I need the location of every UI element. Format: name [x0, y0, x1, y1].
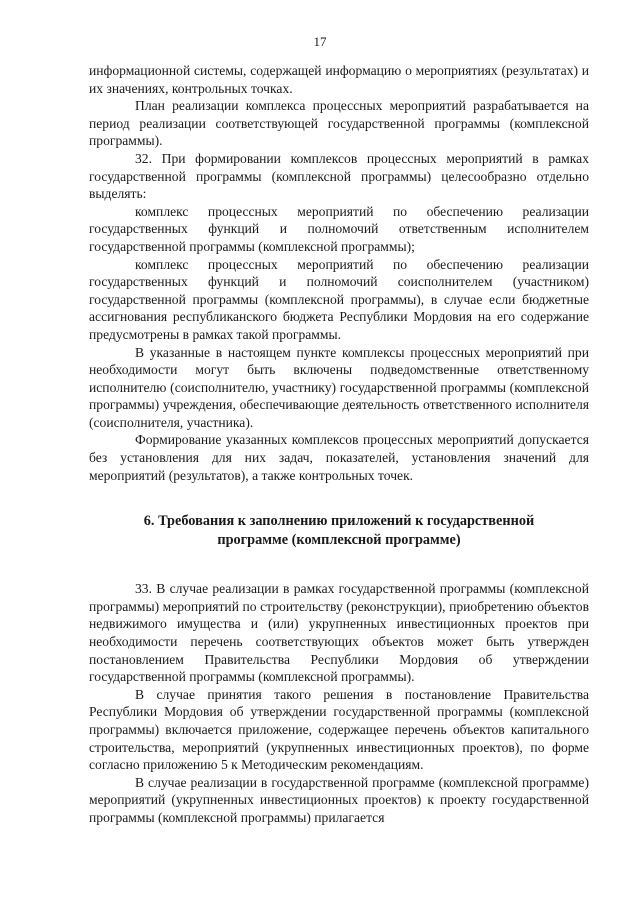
list-item: комплекс процессных мероприятий по обеспечению реализации государственных функций и полномочий ответственным исполнителем государственной программы (комплексной программы); [89, 203, 589, 254]
paragraph: 32. При формировании комплексов процессных мероприятий в рамках государственной программы (комплексной программы) целесообразно отдельно выделять: [89, 150, 589, 202]
paragraph: В указанные в настоящем пункте комплексы процессных мероприятий при необходимости могут быть включены подведомственные ответственному исполнителю (соисполнителю, участнику) государственной программы (комплексной программы) учреждения, обеспечивающие деятельность ответственного исполнителя (соисполнителя, участника). [89, 344, 589, 430]
page-number: 17 [313, 34, 327, 49]
section-heading: 6. Требования к заполнению приложений к государственной программе (комплексной программе) [143, 513, 535, 549]
list-item: комплекс процессных мероприятий по обеспечению реализации государственных функций и полномочий соисполнителем (участником) государственной программы (комплексной программы), в случае если бюджетные ассигнования республиканского бюджета Республики Мордовия на его содержание предусмотрены в рамках такой программы. [89, 256, 589, 342]
paragraph: В случае принятия такого решения в постановление Правительства Республики Мордовия об утверждении государственной программы (комплексной программы) включается приложение, содержащее перечень объектов капитального строительства, мероприятий (укрупненных инвестиционных проектов), по форме согласно приложению 5 к Методическим рекомендациям. [89, 686, 589, 773]
paragraph: 33. В случае реализации в рамках государственной программы (комплексной программы) мероприятий по строительству (реконструкции), приобретению объектов недвижимого имущества и (или) укрупненных инвестиционных проектов при необходимости перечень соответствующих объектов может быть утвержден постановлением Правительства Республики Мордовия об утверждении государственной программы (комплексной программы). [89, 581, 589, 685]
paragraph: Формирование указанных комплексов процессных мероприятий допускается без установления для них задач, показателей, установления значений для мероприятий (результатов), а также контрольных точек. [89, 432, 589, 483]
document-body [89, 62, 589, 827]
paragraph: В случае реализации в государственной программе (комплексной программе) мероприятий (укрупненных инвестиционных проектов) к проекту государственной программы (комплексной программы) прилагается [89, 774, 589, 825]
paragraph: информационной системы, содержащей информацию о мероприятиях (результатах) и их значениях, контрольных точках. [89, 63, 589, 96]
paragraph: План реализации комплекса процессных мероприятий разрабатывается на период реализации соответствующей государственной программы (комплексной программы). [89, 98, 589, 149]
